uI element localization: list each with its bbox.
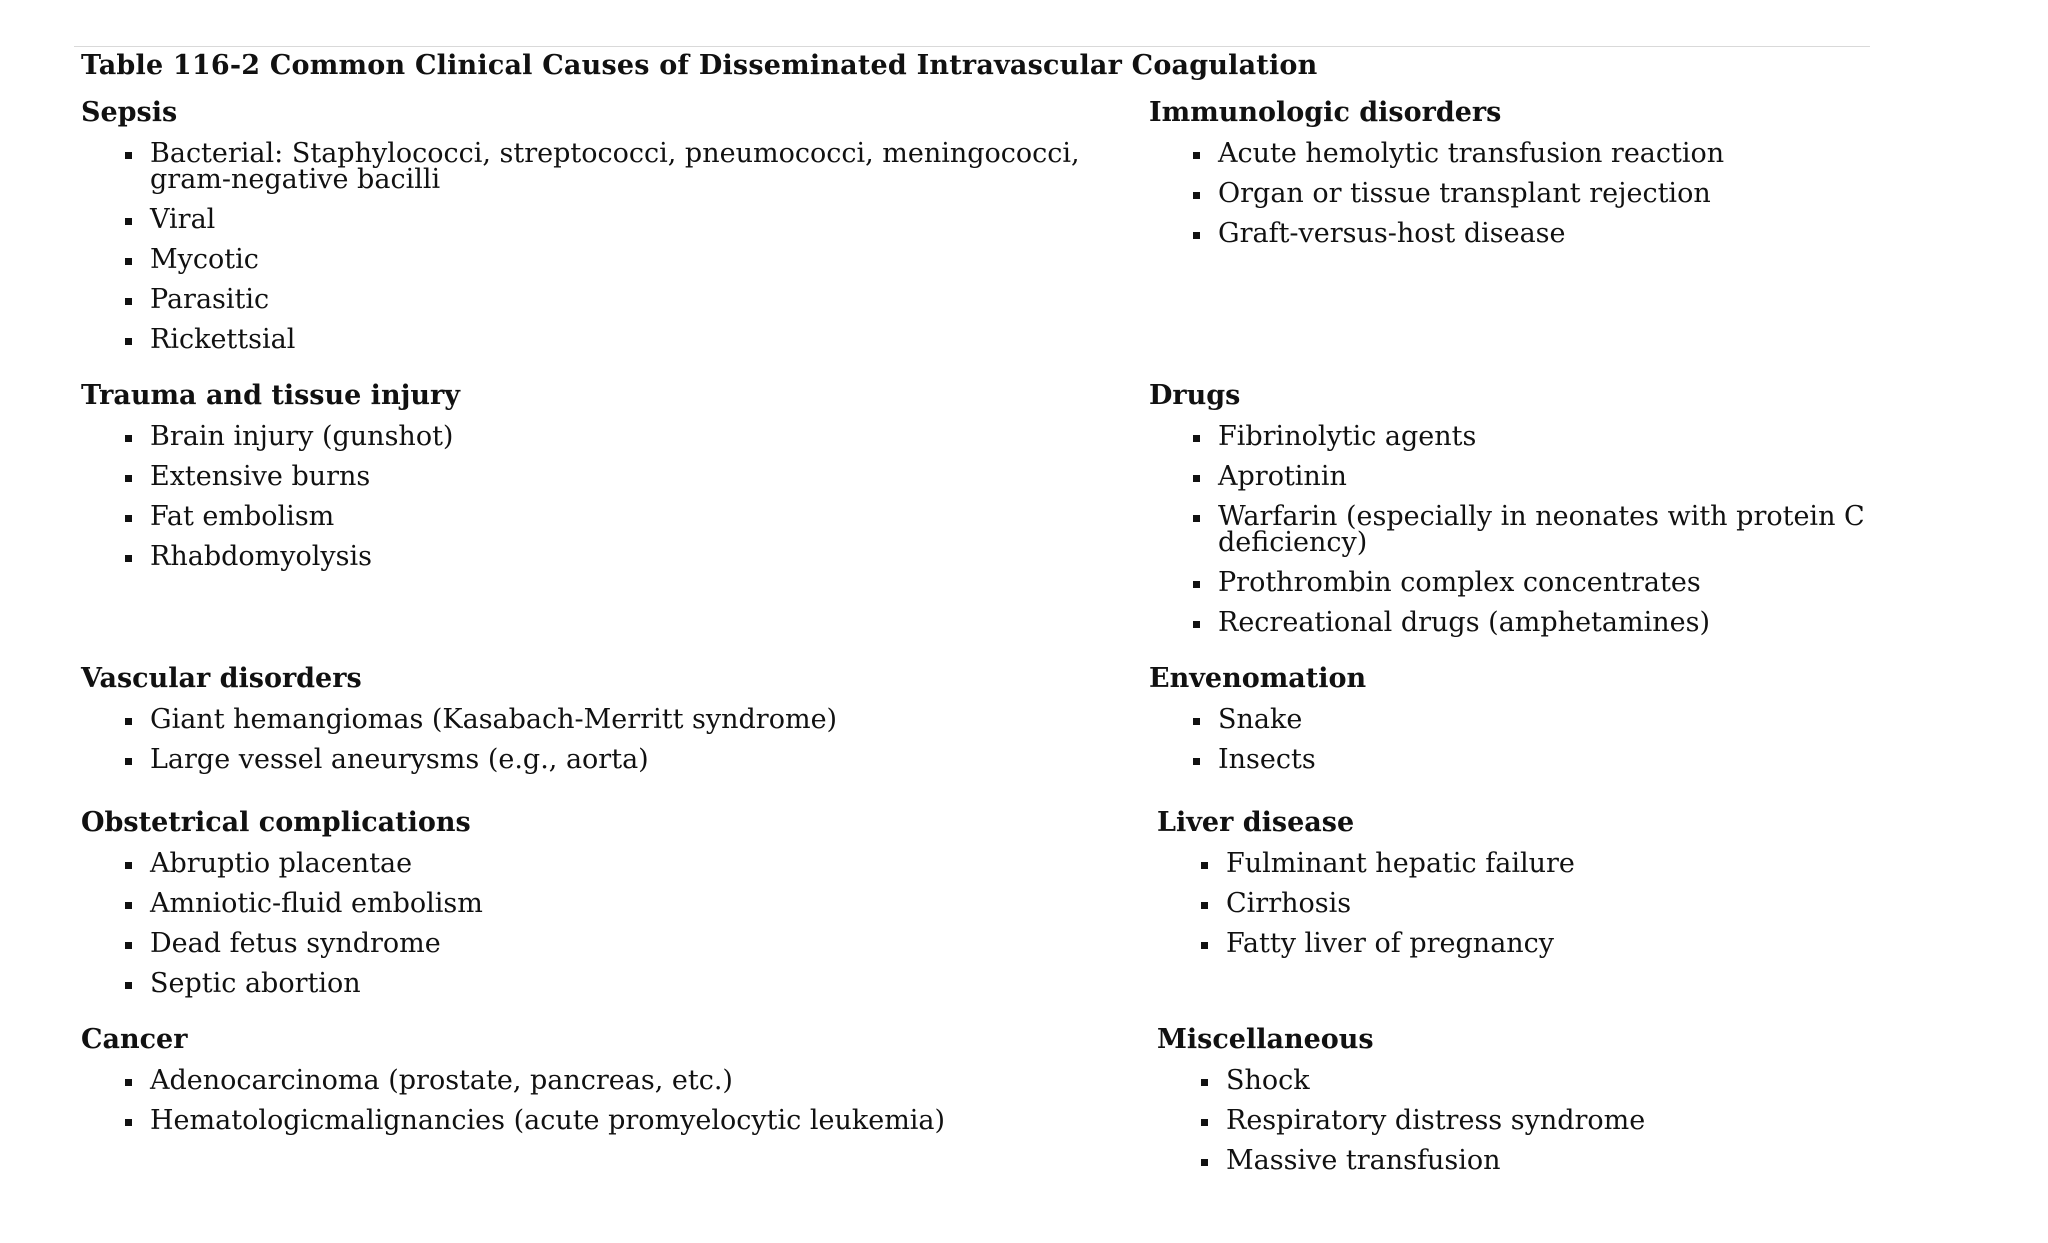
square-bullet-icon xyxy=(125,942,132,949)
cause-list xyxy=(1157,1065,1879,1176)
list-item xyxy=(1218,421,1879,452)
square-bullet-icon xyxy=(1201,942,1208,949)
square-bullet-icon xyxy=(1193,435,1200,442)
square-bullet-icon xyxy=(1193,581,1200,588)
section-heading: Cancer xyxy=(81,1024,188,1055)
list-item-text: Dead fetus syndrome xyxy=(150,928,441,959)
section-heading: Sepsis xyxy=(81,97,178,128)
list-item-text: Extensive burns xyxy=(150,461,371,492)
cause-list xyxy=(81,421,1101,572)
list-item xyxy=(150,284,1101,315)
square-bullet-icon xyxy=(125,1119,132,1126)
list-item xyxy=(150,848,1101,879)
list-item xyxy=(1218,461,1879,492)
list-item xyxy=(1218,567,1879,598)
square-bullet-icon xyxy=(1193,192,1200,199)
cause-list xyxy=(1149,421,1879,638)
list-item xyxy=(1218,704,1879,735)
list-item-text: Snake xyxy=(1218,704,1303,735)
square-bullet-icon xyxy=(125,258,132,265)
list-item-text: Fatty liver of pregnancy xyxy=(1226,928,1555,959)
square-bullet-icon xyxy=(125,555,132,562)
section-heading: Immunologic disorders xyxy=(1149,97,1502,128)
list-item-text: Prothrombin complex concentrates xyxy=(1218,567,1701,598)
list-item xyxy=(150,501,1101,532)
square-bullet-icon xyxy=(1193,621,1200,628)
list-item-text: Warfarin (especially in neonates with protein C deficiency) xyxy=(1218,501,1865,558)
section-obstetrical-complications xyxy=(81,805,1101,1011)
cause-list xyxy=(81,138,1101,355)
section-miscellaneous xyxy=(1157,1022,1879,1188)
list-item xyxy=(150,138,1101,195)
cause-list xyxy=(1149,138,1879,249)
list-item-text: Aprotinin xyxy=(1218,461,1347,492)
list-item-text: Viral xyxy=(150,204,216,235)
section-heading: Envenomation xyxy=(1149,663,1367,694)
list-item-text: Fibrinolytic agents xyxy=(1218,421,1477,452)
square-bullet-icon xyxy=(1201,902,1208,909)
table-title: Table 116-2 Common Clinical Causes of Disseminated Intravascular Coagulation xyxy=(81,50,1318,81)
list-item-text: Massive transfusion xyxy=(1226,1145,1501,1176)
section-envenomation xyxy=(1149,661,1879,787)
section-heading: Drugs xyxy=(1149,380,1241,411)
square-bullet-icon xyxy=(1201,862,1208,869)
list-item-text: Brain injury (gunshot) xyxy=(150,421,454,452)
list-item-text: Septic abortion xyxy=(150,968,361,999)
section-heading: Trauma and tissue injury xyxy=(81,380,460,411)
section-drugs xyxy=(1149,378,1879,650)
square-bullet-icon xyxy=(1193,232,1200,239)
table-top-rule xyxy=(74,46,1870,49)
square-bullet-icon xyxy=(1193,152,1200,159)
list-item-text: Parasitic xyxy=(150,284,270,315)
list-item xyxy=(1218,218,1879,249)
list-item-text: Amniotic-fluid embolism xyxy=(150,888,483,919)
list-item-text: Fulminant hepatic failure xyxy=(1226,848,1575,879)
list-item-text: Bacterial: Staphylococci, streptococci, pneumococci, meningococci, gram-negative bacilli xyxy=(150,138,1080,195)
section-heading: Liver disease xyxy=(1157,807,1355,838)
list-item-text: Organ or tissue transplant rejection xyxy=(1218,178,1711,209)
square-bullet-icon xyxy=(125,982,132,989)
list-item xyxy=(150,244,1101,275)
list-item-text: Shock xyxy=(1226,1065,1310,1096)
square-bullet-icon xyxy=(125,862,132,869)
square-bullet-icon xyxy=(1193,515,1200,522)
list-item xyxy=(1218,178,1879,209)
list-item xyxy=(1226,928,1879,959)
list-item xyxy=(150,1065,1101,1096)
list-item-text: Rickettsial xyxy=(150,324,296,355)
list-item-text: Fat embolism xyxy=(150,501,335,532)
cause-list xyxy=(81,704,1101,775)
square-bullet-icon xyxy=(125,435,132,442)
square-bullet-icon xyxy=(1201,1159,1208,1166)
list-item xyxy=(150,888,1101,919)
list-item xyxy=(150,704,1101,735)
square-bullet-icon xyxy=(125,218,132,225)
square-bullet-icon xyxy=(125,338,132,345)
list-item xyxy=(1218,744,1879,775)
square-bullet-icon xyxy=(125,1079,132,1086)
square-bullet-icon xyxy=(1201,1119,1208,1126)
list-item-text: Hematologicmalignancies (acute promyelocytic leukemia) xyxy=(150,1105,946,1136)
square-bullet-icon xyxy=(125,902,132,909)
section-heading: Miscellaneous xyxy=(1157,1024,1374,1055)
list-item-text: Recreational drugs (amphetamines) xyxy=(1218,607,1710,638)
section-heading: Vascular disorders xyxy=(81,663,362,694)
list-item xyxy=(150,204,1101,235)
section-immunologic-disorders xyxy=(1149,95,1879,261)
cause-list xyxy=(81,848,1101,999)
square-bullet-icon xyxy=(1193,718,1200,725)
list-item xyxy=(1218,501,1879,558)
list-item xyxy=(1226,1105,1879,1136)
section-heading: Obstetrical complications xyxy=(81,807,471,838)
list-item xyxy=(150,461,1101,492)
list-item xyxy=(150,744,1101,775)
list-item-text: Graft-versus-host disease xyxy=(1218,218,1566,249)
list-item-text: Acute hemolytic transfusion reaction xyxy=(1218,138,1725,169)
square-bullet-icon xyxy=(1193,475,1200,482)
list-item xyxy=(150,968,1101,999)
list-item-text: Respiratory distress syndrome xyxy=(1226,1105,1646,1136)
list-item xyxy=(150,928,1101,959)
section-cancer xyxy=(81,1022,1101,1148)
list-item-text: Rhabdomyolysis xyxy=(150,541,372,572)
square-bullet-icon xyxy=(125,758,132,765)
cause-list xyxy=(81,1065,1101,1136)
square-bullet-icon xyxy=(125,152,132,159)
square-bullet-icon xyxy=(125,475,132,482)
list-item xyxy=(150,541,1101,572)
list-item xyxy=(150,421,1101,452)
section-trauma-and-tissue-injury xyxy=(81,378,1101,584)
list-item-text: Adenocarcinoma (prostate, pancreas, etc.) xyxy=(150,1065,733,1096)
square-bullet-icon xyxy=(1201,1079,1208,1086)
square-bullet-icon xyxy=(125,515,132,522)
list-item-text: Cirrhosis xyxy=(1226,888,1352,919)
list-item xyxy=(150,324,1101,355)
list-item xyxy=(150,1105,1101,1136)
square-bullet-icon xyxy=(125,298,132,305)
list-item xyxy=(1226,1145,1879,1176)
list-item-text: Large vessel aneurysms (e.g., aorta) xyxy=(150,744,649,775)
section-liver-disease xyxy=(1157,805,1879,971)
square-bullet-icon xyxy=(1193,758,1200,765)
cause-list xyxy=(1157,848,1879,959)
list-item-text: Giant hemangiomas (Kasabach-Merritt syndrome) xyxy=(150,704,838,735)
list-item xyxy=(1218,607,1879,638)
section-sepsis xyxy=(81,95,1101,367)
square-bullet-icon xyxy=(125,718,132,725)
list-item xyxy=(1226,848,1879,879)
cause-list xyxy=(1149,704,1879,775)
list-item xyxy=(1226,1065,1879,1096)
list-item-text: Mycotic xyxy=(150,244,259,275)
list-item-text: Insects xyxy=(1218,744,1316,775)
list-item xyxy=(1218,138,1879,169)
list-item xyxy=(1226,888,1879,919)
section-vascular-disorders xyxy=(81,661,1101,787)
list-item-text: Abruptio placentae xyxy=(150,848,413,879)
